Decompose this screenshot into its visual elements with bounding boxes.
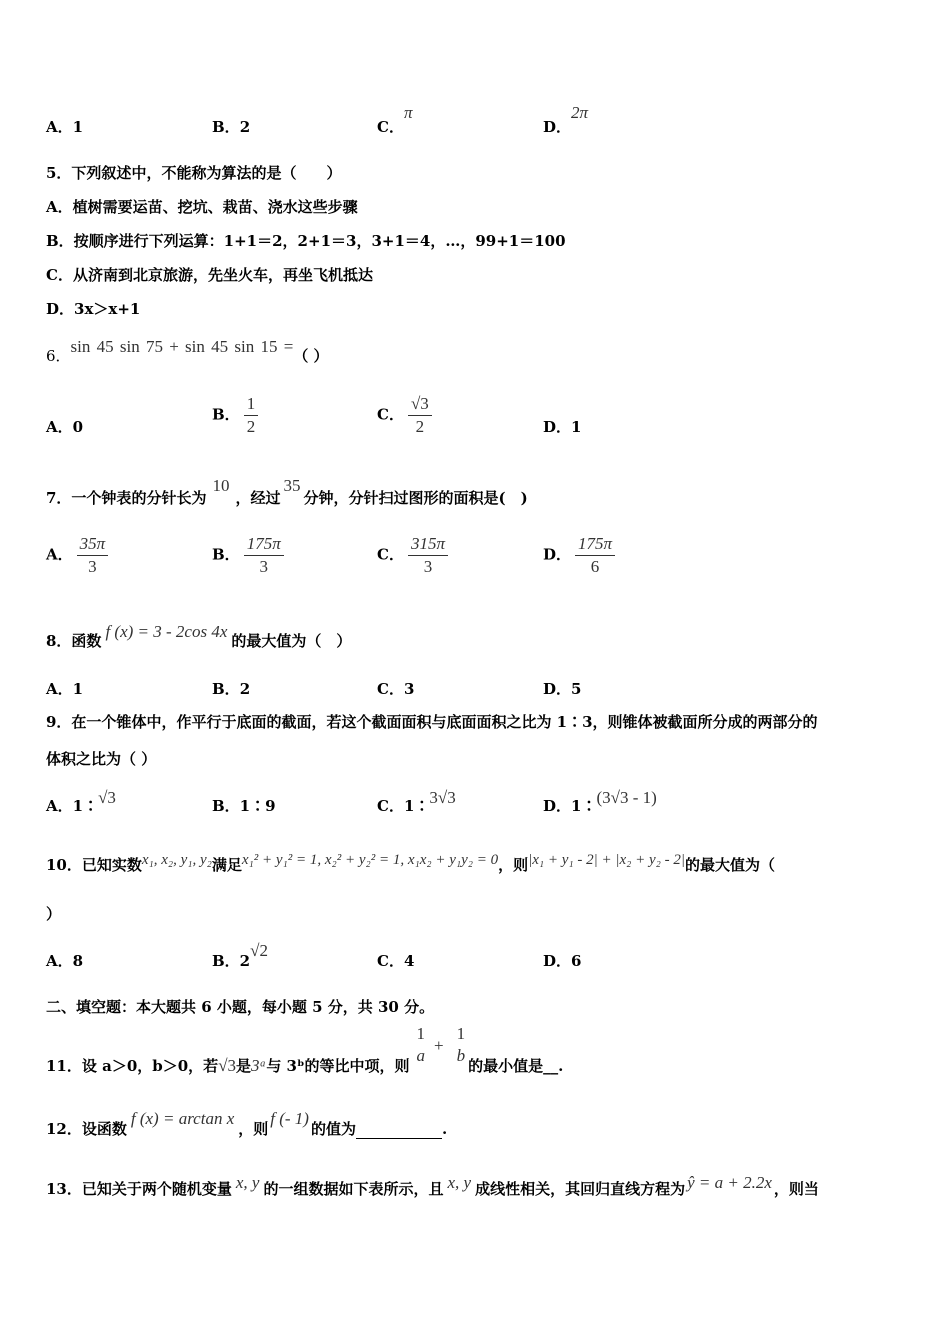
q10-option-b: B．2√2 [212,941,268,970]
q7-option-c: C． $\frac{315\pi}{3}$ [377,534,448,577]
q12-answer-blank[interactable] [356,1120,442,1139]
q9-option-b: B．1∶9 [212,797,276,815]
q10-option-a: A．8 [46,952,84,970]
q9-option-c: C．1∶3√3 [377,788,456,815]
q4-option-b: B．2 [212,118,251,136]
q9-stem-line1: 9．在一个锥体中，作平行于底面的截面，若这个截面面积与底面面积之比为 1∶3，则锥体被截面所分成的两部分的 [46,713,818,731]
q6-option-b: B． $\frac{1}{2}$ [212,394,258,437]
section-2-heading: 二、填空题：本大题共 6 小题，每小题 5 分，共 30 分。 [46,998,435,1016]
q10-option-c: C．4 [377,952,415,970]
q6-stem: 6．sin 45 sin 75 + sin 45 sin 15 =（ ） [46,337,329,365]
q11-stem: 11．设 a＞0，b＞0，若√3是3ᵃ与 3ᵇ的等比中项，则 1 a + 1 b 的最小值是__. [46,1024,564,1075]
q9-option-a: A．1∶√3 [46,788,116,815]
q7-option-a: A． $\frac{35\pi}{3}$ [46,534,108,577]
q10-stem: 10．已知实数x₁, x₂, y₁, y₂满足x₁² + y₁² = 1, x₂² + y₂² = 1, x₁x₂ + y₁y₂ = 0，则|x₁ + y₁ - 2| + |x₂ + y₂ - 2|的最大值为（ [46,852,775,874]
q7-option-d: D． $\frac{175\pi}{6}$ [543,534,615,577]
q7-stem: 7．一个钟表的分针长为10，经过35分钟，分针扫过图形的面积是( ) [46,476,528,507]
q5-option-c: C．从济南到北京旅游，先坐火车，再坐飞机抵达 [46,266,373,284]
q8-option-b: B．2 [212,680,251,698]
q8-option-a: A．1 [46,680,84,698]
q10-option-d: D．6 [543,952,582,970]
q7-option-b: B． $\frac{175\pi}{3}$ [212,534,284,577]
q5-option-d: D．3x＞x+1 [46,300,141,318]
q13-stem: 13．已知关于两个随机变量 x, y 的一组数据如下表所示，且 x, y 成线性相关，其回归直线方程为 ŷ = a + 2.2x ，则当 [46,1173,819,1198]
q4-option-c: C．π [377,103,413,136]
q5-option-b: B．按顺序进行下列运算：1+1＝2，2+1＝3，3+1＝4，…，99+1＝100 [46,232,566,250]
q8-stem: 8．函数 f (x) = 3 - 2cos 4x 的最大值为（ ） [46,622,352,650]
q6-option-d: D．1 [543,418,582,436]
q6-option-a: A．0 [46,418,84,436]
q12-stem: 12．设函数f (x) = arctan x，则f (- 1)的值为 . [46,1109,448,1138]
q9-stem-line2: 体积之比为（ ） [46,750,157,768]
q5-stem: 5．下列叙述中，不能称为算法的是（ ） [46,164,342,182]
q4-option-a: A．1 [46,118,84,136]
q5-option-a: A．植树需要运苗、挖坑、栽苗、浇水这些步骤 [46,198,358,216]
q10-stem-line2: ） [46,905,62,923]
q4-option-d: D．2π [543,103,589,136]
q8-option-c: C．3 [377,680,415,698]
q8-option-d: D．5 [543,680,582,698]
q9-option-d: D．1∶(3√3 - 1) [543,788,657,815]
q6-option-c: C． $\frac{√3}{2}$ [377,394,432,437]
